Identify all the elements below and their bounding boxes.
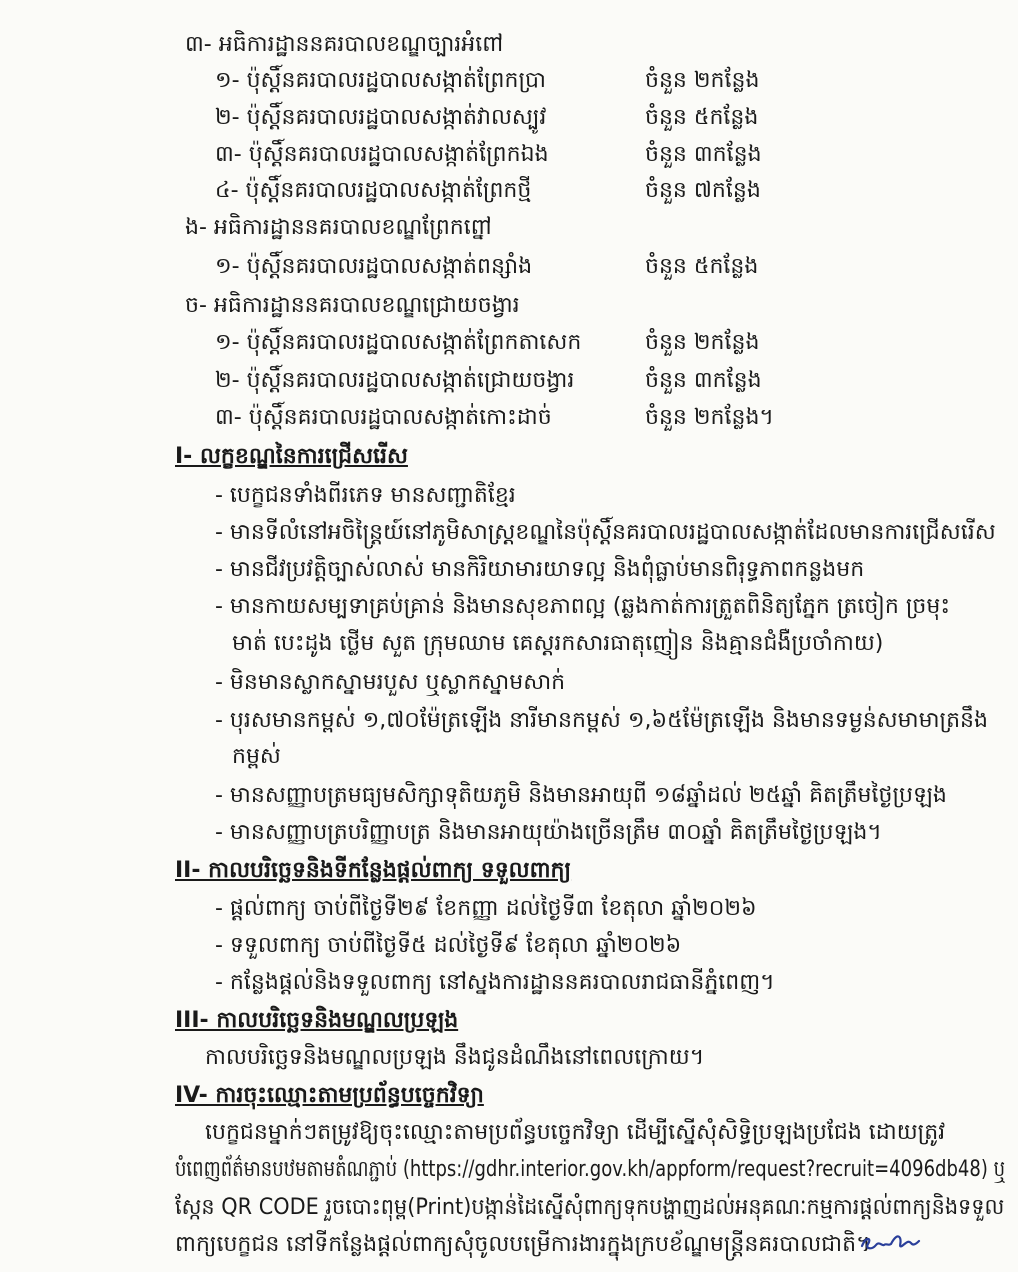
registration-text: ពាក្យបេក្ខជន នៅទីកន្លែងផ្ដល់ពាក្យសុំចូលបម្រើការងារក្នុងក្របខ័ណ្ឌមន្ត្រីនគរបាលជាតិ។	[175, 1232, 871, 1257]
list-item-label: ១- ប៉ុស្ដិ៍នគរបាលរដ្ឋបាលសង្កាត់ពន្សាំង	[215, 254, 533, 279]
criteria-bullet: - មានជីវប្រវត្តិច្បាស់លាស់ មានកិរិយាមារយាទល្អ និងពុំធ្លាប់មានពិរុទ្ធភាពកន្លងមក	[215, 557, 865, 582]
registration-text: ស្កែន QR CODE រួចបោះពុម្ព(Print)បង្កាន់ដៃស្នើសុំពាក្យទុកបង្ហាញដល់អនុគណៈកម្មការផ្ដល់ពាក្យនិងទទួល	[175, 1195, 1005, 1220]
registration-text: បេក្ខជនម្នាក់ៗតម្រូវឱ្យចុះឈ្មោះតាមប្រព័ន្ធបច្ចេកវិទ្យា ដើម្បីស្នើសុំសិទ្ធិប្រឡងប្រជែង ដោយត្រូវ	[205, 1120, 946, 1145]
list-item-count: ចំនួន ៥កន្លែង	[645, 105, 759, 130]
list-item-count: ចំនួន ៥កន្លែង	[645, 254, 759, 279]
list-item-count: ចំនួន ២កន្លែង	[645, 330, 760, 355]
schedule-bullet: - កន្លែងផ្ដល់និងទទួលពាក្យ នៅស្នងការដ្ឋាននគរបាលរាជធានីភ្នំពេញ។	[215, 970, 775, 995]
criteria-bullet-continuation: មាត់ បេះដូង ថ្លើម សួត ក្រុមឈាម គេស្ដរកសារធាតុញៀន និងគ្មានជំងឺប្រចាំកាយ)	[232, 631, 884, 656]
list-item-label: ៤- ប៉ុស្ដិ៍នគរបាលរដ្ឋបាលសង្កាត់ព្រែកថ្មី	[215, 178, 532, 203]
exam-text: កាលបរិច្ឆេទនិងមណ្ឌលប្រឡង នឹងជូនដំណឹងនៅពេលក្រោយ។	[205, 1045, 705, 1070]
section-heading-chroy-changvar: ច- អធិការដ្ឋាននគរបាលខណ្ឌជ្រោយចង្វារ	[185, 293, 520, 318]
schedule-heading: II- កាលបរិច្ឆេទនិងទីកន្លែងផ្ដល់ពាក្យ ទទួលពាក្យ	[175, 858, 572, 883]
list-item-label: ១- ប៉ុស្ដិ៍នគរបាលរដ្ឋបាលសង្កាត់ព្រែកតាសេក	[215, 330, 582, 355]
criteria-bullet: - មិនមានស្លាកស្នាមរបួស ឬស្លាកស្នាមសាក់	[215, 670, 566, 695]
signature-initials	[858, 1228, 922, 1256]
schedule-bullet: - ផ្ដល់ពាក្យ ចាប់ពីថ្ងៃទី២៩ ខែកញ្ញា ដល់ថ្ងៃទី៣ ខែតុលា ឆ្នាំ២០២៦	[215, 896, 757, 921]
registration-text: បំពេញព័ត៌មានបឋមតាមតំណភ្ជាប់ (https://gdhr.interior.gov.kh/appform/request?recruit=4096db48) ឬ	[175, 1157, 1006, 1182]
criteria-bullet: - មានកាយសម្បទាគ្រប់គ្រាន់ និងមានសុខភាពល្អ (ឆ្លងកាត់ការត្រួតពិនិត្យភ្នែក ត្រចៀក ច្រមុះ	[215, 594, 951, 619]
criteria-bullet: - បេក្ខជនទាំងពីរភេទ មានសញ្ជាតិខ្មែរ	[215, 483, 516, 508]
criteria-bullet: - មានទីលំនៅអចិន្ត្រៃយ៍នៅភូមិសាស្ត្រខណ្ឌនៃប៉ុស្ដិ៍នគរបាលរដ្ឋបាលសង្កាត់ដែលមានការជ្រើសរើស	[215, 520, 996, 545]
list-item-label: ២- ប៉ុស្ដិ៍នគរបាលរដ្ឋបាលសង្កាត់វាលស្បូវ	[215, 105, 547, 130]
section-heading-chbar-ampov: ៣- អធិការដ្ឋាននគរបាលខណ្ឌច្បារអំពៅ	[185, 32, 504, 57]
registration-heading: IV- ការចុះឈ្មោះតាមប្រព័ន្ធបច្ចេកវិទ្យា	[175, 1083, 484, 1108]
list-item-label: ៣- ប៉ុស្ដិ៍នគរបាលរដ្ឋបាលសង្កាត់កោះដាច់	[215, 405, 552, 430]
criteria-bullet-continuation: កម្ពស់	[232, 744, 281, 769]
list-item-count: ចំនួន ២កន្លែង	[645, 68, 760, 93]
criteria-bullet: - មានសញ្ញាបត្របរិញ្ញាបត្រ និងមានអាយុយ៉ាងច្រើនត្រឹម ៣០ឆ្នាំ គិតត្រឹមថ្ងៃប្រឡង។	[215, 820, 882, 845]
criteria-heading: I- លក្ខខណ្ឌនៃការជ្រើសរើស	[175, 444, 408, 469]
list-item-label: ៣- ប៉ុស្ដិ៍នគរបាលរដ្ឋបាលសង្កាត់ព្រែកឯង	[215, 142, 549, 167]
list-item-count: ចំនួន ៧កន្លែង	[645, 178, 761, 203]
list-item-count: ចំនួន ៣កន្លែង	[645, 368, 762, 393]
list-item-label: ២- ប៉ុស្ដិ៍នគរបាលរដ្ឋបាលសង្កាត់ជ្រោយចង្វារ	[215, 368, 575, 393]
exam-heading: III- កាលបរិច្ឆេទនិងមណ្ឌលប្រឡង	[175, 1008, 459, 1033]
list-item-label: ១- ប៉ុស្ដិ៍នគរបាលរដ្ឋបាលសង្កាត់ព្រែកប្រា	[215, 68, 546, 93]
section-heading-prek-pnov: ង- អធិការដ្ឋាននគរបាលខណ្ឌព្រែកព្នៅ	[185, 215, 492, 240]
criteria-bullet: - បុរសមានកម្ពស់ ១,៧០ម៉ែត្រឡើង នារីមានកម្ពស់ ១,៦៥ម៉ែត្រឡើង និងមានទម្ងន់សមាមាត្រនឹង	[215, 708, 988, 733]
list-item-count: ចំនួន ២កន្លែង។	[645, 405, 774, 430]
schedule-bullet: - ទទួលពាក្យ ចាប់ពីថ្ងៃទី៥ ដល់ថ្ងៃទី៩ ខែតុលា ឆ្នាំ២០២៦	[215, 933, 682, 958]
list-item-count: ចំនួន ៣កន្លែង	[645, 142, 762, 167]
criteria-bullet: - មានសញ្ញាបត្រមធ្យមសិក្សាទុតិយភូមិ និងមានអាយុពី ១៨ឆ្នាំដល់ ២៥ឆ្នាំ គិតត្រឹមថ្ងៃប្រឡង	[215, 783, 947, 808]
